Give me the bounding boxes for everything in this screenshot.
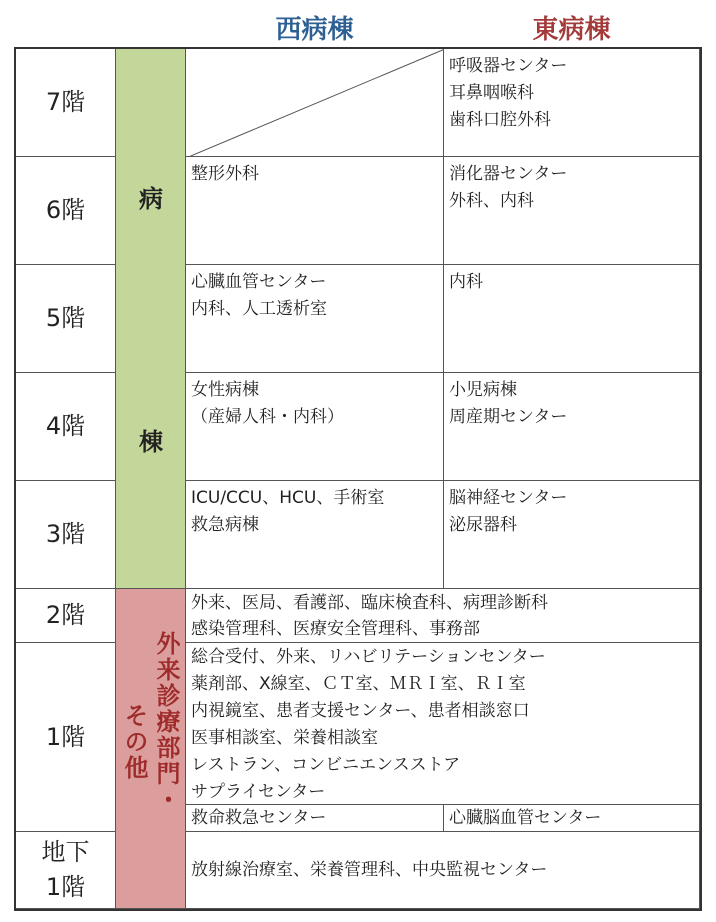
- west-3f-cell: [185, 480, 444, 589]
- outpatient-band: [115, 588, 186, 909]
- department-text: 総合受付、外来、リハビリテーションセンター: [191, 647, 546, 667]
- department-text: 放射線治療室、栄養管理科、中央監視センター: [191, 859, 548, 880]
- floor-label-3: 3階: [15, 480, 116, 589]
- department-text: 歯科口腔外科: [449, 110, 551, 130]
- ward-band-char-bottom: 棟: [139, 428, 163, 456]
- department-text: サプライセンター: [191, 782, 326, 802]
- outpatient-band-right-column: 外来診療部門・: [152, 631, 180, 813]
- f1-east-bottom-cell: [443, 804, 700, 832]
- department-text: 心臓脳血管センター: [449, 808, 602, 828]
- east-ward-header: 東病棟: [532, 15, 611, 45]
- floor-label-2: 2階: [15, 588, 116, 643]
- department-text: 内視鏡室、患者支援センター、患者相談窓口: [191, 701, 530, 721]
- department-text: 内科: [449, 272, 483, 292]
- east-6f-cell: [443, 156, 700, 265]
- west-7f-empty-cell: [185, 48, 444, 157]
- department-text: 救命救急センター: [191, 808, 327, 828]
- floor-label-6: 6階: [15, 156, 116, 265]
- floor-label-5: 5階: [15, 264, 116, 373]
- department-text: 感染管理科、医療安全管理科、事務部: [191, 619, 480, 639]
- department-text: 呼吸器センター: [449, 56, 568, 76]
- diagonal-line: [186, 49, 444, 157]
- department-text: 小児病棟: [449, 380, 517, 400]
- department-text: 心臓血管センター: [191, 272, 327, 292]
- department-text: 周産期センター: [449, 407, 568, 427]
- department-text: 外科、内科: [449, 191, 534, 211]
- outpatient-band-left-column: その他: [120, 703, 148, 781]
- floor-label-4: 4階: [15, 372, 116, 481]
- department-text: 耳鼻咽喉科: [449, 83, 534, 103]
- floor-label-b1: 地下 1階: [15, 831, 116, 909]
- east-3f-cell: [443, 480, 700, 589]
- ward-band-char-top: 病: [139, 185, 163, 213]
- floor-label-7: 7階: [15, 48, 116, 157]
- east-7f-cell: [443, 48, 700, 157]
- west-4f-cell: [185, 372, 444, 481]
- floor-label-1: 1階: [15, 642, 116, 832]
- department-text: 救急病棟: [191, 515, 259, 535]
- department-text: ICU/CCU、HCU、手術室: [191, 488, 385, 508]
- east-4f-cell: [443, 372, 700, 481]
- west-5f-cell: [185, 264, 444, 373]
- b1-cell: [185, 831, 700, 909]
- department-text: 脳神経センター: [449, 488, 568, 508]
- department-text: 整形外科: [191, 164, 259, 184]
- department-text: 医事相談室、栄養相談室: [191, 728, 378, 748]
- department-text: 薬剤部、X線室、ＣＴ室、ＭＲＩ室、ＲＩ室: [191, 674, 526, 694]
- f1-west-bottom-cell: [185, 804, 444, 832]
- f1-cell: [185, 642, 700, 805]
- department-text: レストラン、コンビニエンスストア: [191, 755, 461, 775]
- ward-band: [115, 48, 186, 589]
- east-5f-cell: [443, 264, 700, 373]
- department-text: 泌尿器科: [449, 515, 517, 535]
- west-6f-cell: [185, 156, 444, 265]
- department-text: 内科、人工透析室: [191, 299, 327, 319]
- department-text: 消化器センター: [449, 164, 568, 184]
- department-text: 外来、医局、看護部、臨床検査科、病理診断科: [191, 593, 548, 613]
- department-text: 女性病棟: [191, 380, 259, 400]
- department-text: （産婦人科・内科）: [191, 407, 344, 427]
- west-ward-header: 西病棟: [275, 15, 354, 45]
- f2-cell: [185, 588, 700, 643]
